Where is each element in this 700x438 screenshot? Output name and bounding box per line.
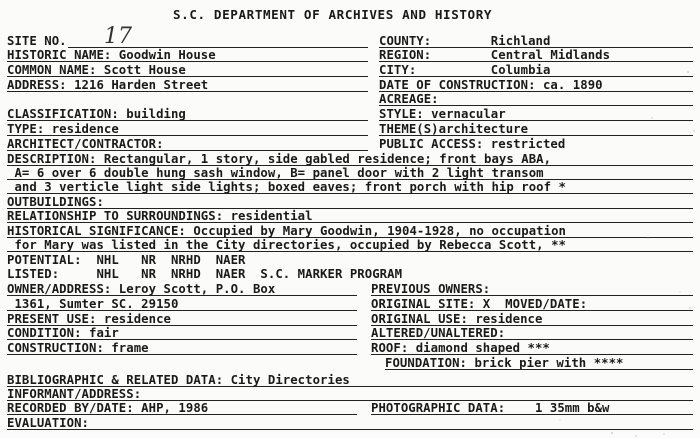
- recorded-by-field: RECORDED BY/DATE: AHP, 1986: [7, 401, 209, 415]
- significance-line-2: for Mary was listed in the City directories, occupied by Rebecca Scott, **: [7, 238, 567, 252]
- original-use-field: ORIGINAL USE: residence: [371, 312, 543, 326]
- public-access-field: PUBLIC ACCESS: restricted: [379, 137, 566, 151]
- potential-field: POTENTIAL: NHL NR NRHD NAER: [7, 253, 246, 267]
- date-of-construction-field: DATE OF CONSTRUCTION: ca. 1890: [379, 78, 603, 92]
- theme-field: THEME(S)architecture: [379, 122, 529, 136]
- previous-owners-field: PREVIOUS OWNERS:: [371, 282, 491, 296]
- evaluation-field: EVALUATION:: [7, 416, 89, 430]
- construction-field: CONSTRUCTION: frame: [7, 341, 149, 355]
- photographic-data-field: PHOTOGRAPHIC DATA: 1 35mm b&w: [371, 401, 610, 415]
- common-name-field: COMMON NAME: Scott House: [7, 63, 186, 77]
- historic-name-field: HISTORIC NAME: Goodwin House: [7, 48, 216, 62]
- address-field: ADDRESS: 1216 Harden Street: [7, 78, 209, 92]
- region-field: REGION: Central Midlands: [379, 48, 611, 62]
- outbuildings-field: OUTBUILDINGS:: [7, 195, 104, 209]
- relationship-field: RELATIONSHIP TO SURROUNDINGS: residential: [7, 209, 313, 223]
- description-line-2: A= 6 over 6 double hung sash window, B= panel door with 2 light transom: [7, 166, 544, 180]
- original-site-field: ORIGINAL SITE: X MOVED/DATE:: [371, 297, 588, 311]
- type-field: TYPE: residence: [7, 122, 119, 136]
- site-no-label: SITE NO.: [7, 34, 67, 48]
- foundation-field: FOUNDATION: brick pier with ****: [385, 356, 624, 370]
- owner-address-line-2: 1361, Sumter SC. 29150: [7, 297, 179, 311]
- architect-field: ARCHITECT/CONTRACTOR:: [7, 137, 164, 151]
- card-title: S.C. DEPARTMENT OF ARCHIVES AND HISTORY: [173, 7, 493, 22]
- present-use-field: PRESENT USE: residence: [7, 312, 171, 326]
- roof-field: ROOF: diamond shaped ***: [371, 341, 550, 355]
- description-line-1: DESCRIPTION: Rectangular, 1 story, side gabled residence; front bays ABA,: [7, 152, 552, 166]
- description-line-3: and 3 verticle light side lights; boxed eaves; front porch with hip roof *: [7, 180, 567, 194]
- city-field: CITY: Columbia: [379, 63, 551, 77]
- acreage-field: ACREAGE:: [379, 92, 439, 106]
- altered-unaltered-field: ALTERED/UNALTERED:: [371, 326, 506, 340]
- style-field: STYLE: vernacular: [379, 107, 506, 121]
- bibliographic-field: BIBLIOGRAPHIC & RELATED DATA: City Directories: [7, 373, 350, 387]
- county-field: COUNTY: Richland: [379, 34, 551, 48]
- classification-field: CLASSIFICATION: building: [7, 107, 186, 121]
- condition-field: CONDITION: fair: [7, 326, 119, 340]
- informant-field: INFORMANT/ADDRESS:: [7, 387, 142, 401]
- listed-field: LISTED: NHL NR NRHD NAER S.C. MARKER PROGRAM: [7, 267, 403, 281]
- site-no-handwritten-value: 17: [104, 24, 132, 49]
- owner-address-line-1: OWNER/ADDRESS: Leroy Scott, P.O. Box: [7, 282, 276, 296]
- significance-line-1: HISTORICAL SIGNIFICANCE: Occupied by Mary Goodwin, 1904-1928, no occupation: [7, 224, 567, 238]
